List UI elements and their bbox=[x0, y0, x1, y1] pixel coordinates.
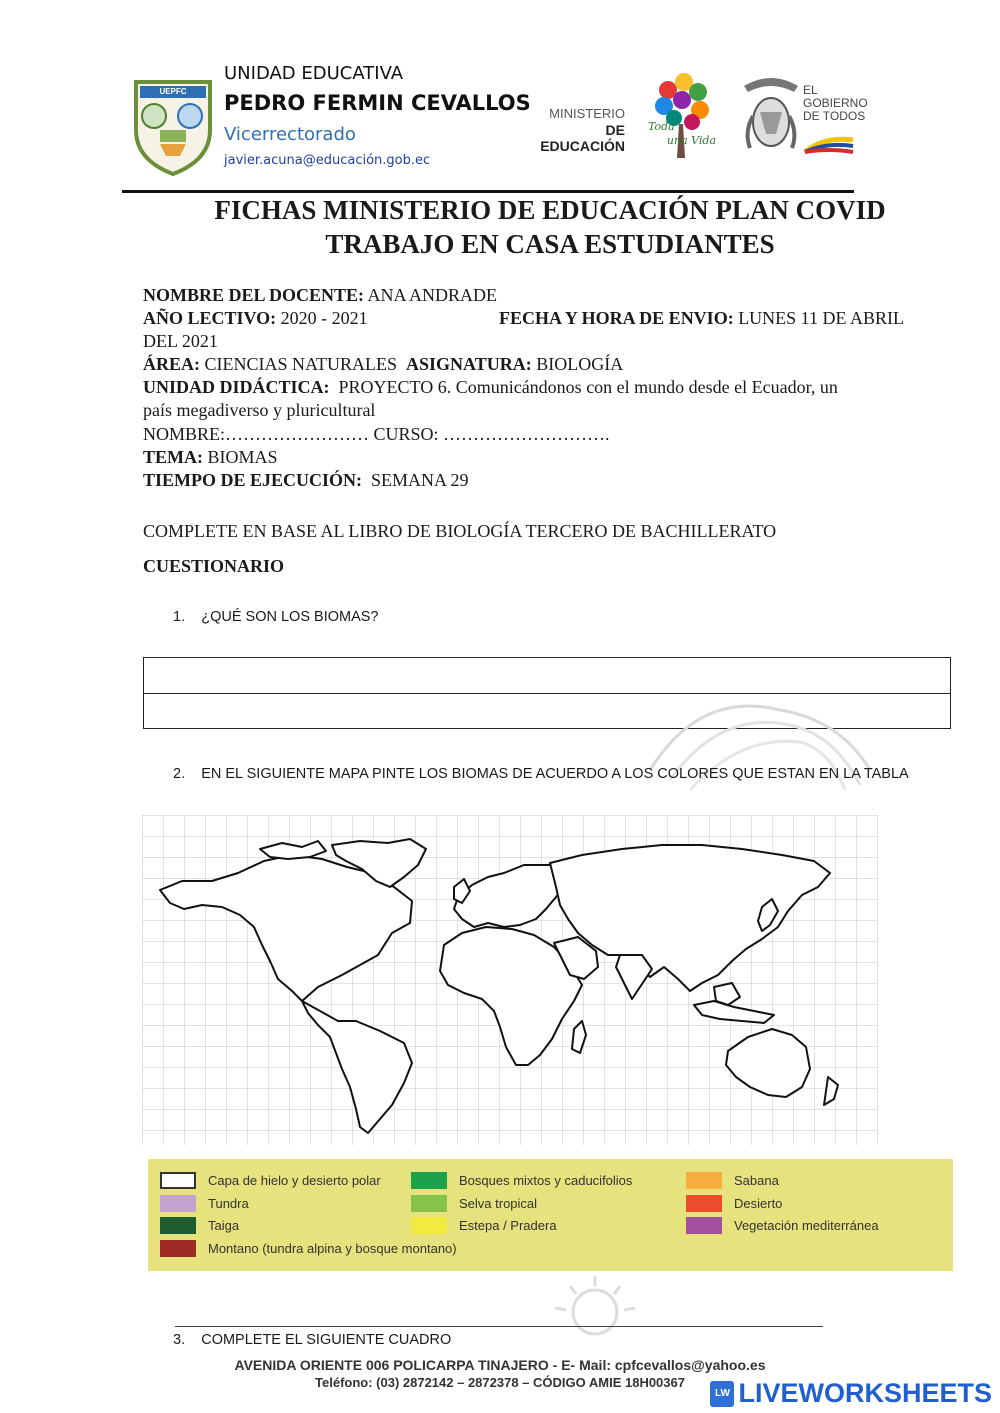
fecha-label: FECHA Y HORA DE ENVIO: bbox=[499, 308, 734, 328]
legend-label-mediterranea: Vegetación mediterránea bbox=[734, 1218, 879, 1233]
question-3-number: 3. bbox=[173, 1332, 186, 1348]
legend-label-estepa: Estepa / Pradera bbox=[459, 1218, 557, 1233]
area-label: ÁREA: bbox=[143, 354, 200, 374]
world-map-svg bbox=[142, 815, 878, 1145]
liveworksheets-badge-icon: LW bbox=[710, 1381, 734, 1407]
toda-line2: una Vida bbox=[666, 134, 716, 147]
question-1-text: ¿QUÉ SON LOS BIOMAS? bbox=[201, 609, 379, 625]
department: Vicerrectorado bbox=[224, 124, 356, 145]
section-heading: CUESTIONARIO bbox=[143, 556, 285, 576]
question-2-text: EN EL SIGUIENTE MAPA PINTE LOS BIOMAS DE ACUERDO A LOS COLORES QUE ESTAN EN LA TABLA bbox=[201, 766, 909, 782]
fecha-value: LUNES 11 DE ABRIL bbox=[738, 308, 905, 328]
legend-label-desierto: Desierto bbox=[734, 1196, 783, 1211]
legend-swatch-selva bbox=[411, 1195, 447, 1212]
tema-label: TEMA: bbox=[143, 447, 203, 467]
background-emblem-sketch bbox=[640, 690, 880, 800]
ministry-logo bbox=[529, 106, 625, 154]
gob-line2: GOBIERNO bbox=[803, 96, 868, 110]
question-1 bbox=[173, 609, 378, 625]
legend-label-bosques: Bosques mixtos y caducifolios bbox=[459, 1173, 633, 1188]
unidad-label: UNIDAD DIDÁCTICA: bbox=[143, 377, 330, 397]
legend-label-tundra: Tundra bbox=[208, 1196, 249, 1211]
world-map[interactable] bbox=[142, 815, 878, 1145]
toda-line1: Toda bbox=[648, 120, 675, 133]
liveworksheets-logo[interactable] bbox=[710, 1378, 992, 1409]
question-2 bbox=[173, 766, 909, 782]
question-3-rule bbox=[175, 1326, 823, 1327]
gobierno-logo-text bbox=[803, 84, 868, 123]
school-email: javier.acuna@educación.gob.ec bbox=[224, 153, 431, 168]
docente-row bbox=[143, 284, 955, 307]
footer-address: AVENIDA ORIENTE 006 POLICARPA TINAJERO - E- Mail: cpfcevallos@yahoo.es bbox=[234, 1357, 766, 1373]
tiempo-value: SEMANA 29 bbox=[371, 470, 469, 490]
legend-swatch-mediterranea bbox=[686, 1217, 722, 1234]
legend-swatch-polar bbox=[160, 1172, 196, 1189]
unidad-row bbox=[143, 376, 955, 399]
question-1-number: 1. bbox=[173, 609, 186, 625]
toda-una-vida-logo bbox=[646, 68, 716, 160]
nombre-curso-row[interactable]: NOMBRE:…………………… CURSO: ………………………. bbox=[143, 424, 610, 444]
legend-item-bosques[interactable] bbox=[411, 1172, 632, 1189]
tema-row bbox=[143, 446, 955, 469]
legend-item-sabana[interactable] bbox=[686, 1172, 779, 1189]
legend-swatch-bosques bbox=[411, 1172, 447, 1189]
school-crest bbox=[130, 72, 216, 176]
legend-swatch-desierto bbox=[686, 1195, 722, 1212]
gob-line1: EL bbox=[803, 83, 818, 97]
tiempo-label: TIEMPO DE EJECUCIÓN: bbox=[143, 470, 363, 490]
background-sun-sketch bbox=[510, 1272, 680, 1342]
area-value: CIENCIAS NATURALES bbox=[204, 354, 398, 374]
area-row bbox=[143, 353, 955, 376]
crest-badge-text: UEPFC bbox=[159, 87, 187, 96]
tema-value: BIOMAS bbox=[207, 447, 278, 467]
unidad-continuation: país megadiverso y pluricultural bbox=[143, 400, 376, 420]
legend-item-polar[interactable] bbox=[160, 1172, 381, 1189]
title-line1: FICHAS MINISTERIO DE EDUCACIÓN PLAN COVID bbox=[214, 195, 886, 225]
legend-label-taiga: Taiga bbox=[208, 1218, 240, 1233]
fecha-continuation: DEL 2021 bbox=[143, 331, 218, 351]
ministry-line2: DE EDUCACIÓN bbox=[540, 122, 625, 154]
docente-label: NOMBRE DEL DOCENTE: bbox=[143, 285, 365, 305]
question-3-text: COMPLETE EL SIGUIENTE CUADRO bbox=[201, 1332, 452, 1348]
legend-swatch-taiga bbox=[160, 1217, 196, 1234]
legend-label-selva: Selva tropical bbox=[459, 1196, 538, 1211]
legend-label-sabana: Sabana bbox=[734, 1173, 779, 1188]
gobierno-flag-swoosh bbox=[803, 134, 855, 161]
ministry-line1: MINISTERIO bbox=[549, 106, 625, 121]
question-3 bbox=[173, 1332, 451, 1348]
legend-swatch-tundra bbox=[160, 1195, 196, 1212]
anio-value: 2020 - 2021 bbox=[280, 308, 368, 328]
tiempo-row bbox=[143, 469, 955, 492]
legend-swatch-sabana bbox=[686, 1172, 722, 1189]
biome-legend bbox=[148, 1159, 953, 1271]
instruction: COMPLETE EN BASE AL LIBRO DE BIOLOGÍA TERCERO DE BACHILLERATO bbox=[143, 521, 777, 541]
footer-phone: Teléfono: (03) 2872142 – 2872378 – CÓDIGO AMIE 18H00367 bbox=[315, 1375, 685, 1390]
legend-item-tundra[interactable] bbox=[160, 1195, 249, 1212]
title-line2: TRABAJO EN CASA ESTUDIANTES bbox=[325, 229, 775, 259]
question-2-number: 2. bbox=[173, 766, 186, 782]
school-type: UNIDAD EDUCATIVA bbox=[224, 63, 404, 84]
legend-item-selva[interactable] bbox=[411, 1195, 537, 1212]
fecha-row bbox=[499, 307, 959, 330]
legend-item-mediterranea[interactable] bbox=[686, 1217, 879, 1234]
asignatura-value: BIOLOGÍA bbox=[536, 354, 624, 374]
legend-item-montano[interactable] bbox=[160, 1240, 457, 1257]
docente-value: ANA ANDRADE bbox=[367, 285, 498, 305]
legend-swatch-montano bbox=[160, 1240, 196, 1257]
legend-item-estepa[interactable] bbox=[411, 1217, 557, 1234]
legend-item-taiga[interactable] bbox=[160, 1217, 239, 1234]
anio-label: AÑO LECTIVO: bbox=[143, 308, 277, 328]
unidad-value: PROYECTO 6. Comunicándonos con el mundo desde el Ecuador, un bbox=[338, 377, 838, 397]
legend-swatch-estepa bbox=[411, 1217, 447, 1234]
liveworksheets-wordmark: LIVEWORKSHEETS bbox=[738, 1378, 992, 1408]
asignatura-label: ASIGNATURA: bbox=[406, 354, 532, 374]
school-name: PEDRO FERMIN CEVALLOS bbox=[224, 91, 531, 115]
legend-label-polar: Capa de hielo y desierto polar bbox=[208, 1173, 381, 1188]
legend-item-desierto[interactable] bbox=[686, 1195, 782, 1212]
legend-label-montano: Montano (tundra alpina y bosque montano) bbox=[208, 1241, 457, 1256]
ecuador-coat-of-arms bbox=[740, 72, 802, 160]
gob-line3: DE TODOS bbox=[803, 109, 866, 123]
